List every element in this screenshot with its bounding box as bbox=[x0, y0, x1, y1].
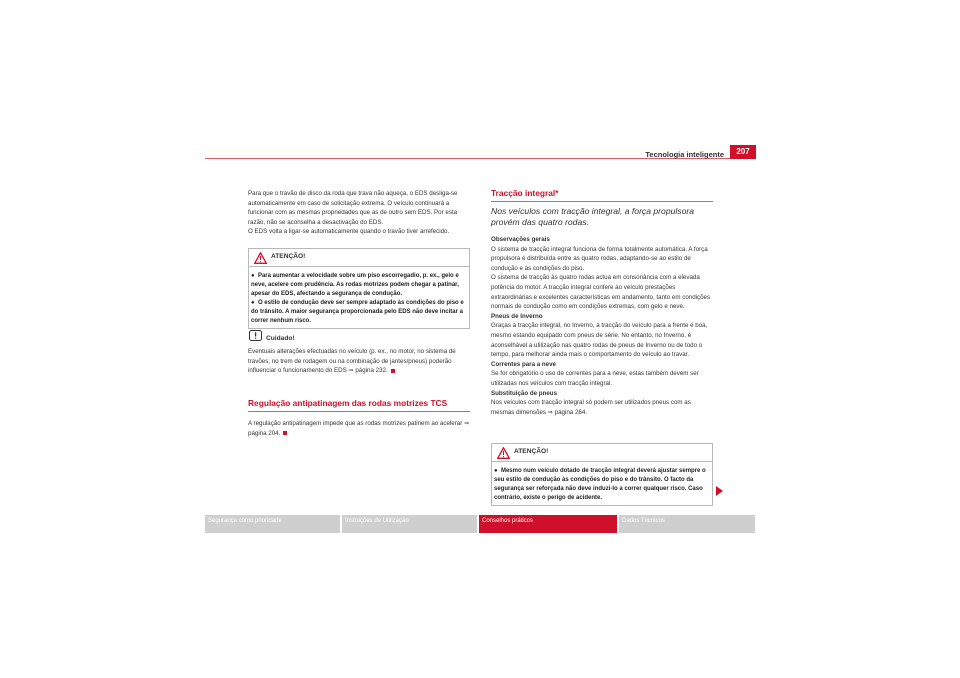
footer-tab-safety[interactable] bbox=[205, 515, 340, 533]
eds-paragraph-1: Para que o travão de disco da roda que trava não aqueça, o EDS desliga-se automaticamente em caso de solicitação extrema. O veículo continuará a funcionar com as mesmas propriedades que as de outro sem EDS. Por esta razão, não se aconselha a desactivação do EDS. bbox=[248, 190, 458, 226]
warning-header bbox=[492, 444, 712, 462]
warning-label: ATENÇÃO! bbox=[514, 448, 549, 455]
tcs-text bbox=[248, 419, 470, 438]
page-number: 207 bbox=[730, 145, 756, 159]
chains-heading: Correntes para a neve bbox=[491, 360, 556, 368]
section-rule bbox=[491, 201, 713, 202]
footer-tab-instructions[interactable] bbox=[342, 515, 477, 533]
awd-section-title: Tracção integral* bbox=[491, 188, 559, 198]
warning-triangle-icon bbox=[497, 447, 510, 459]
warning-item: ● Para aumentar a velocidade sobre um piso escorregadio, p. ex., gelo e neve, acelere com prudência. As rodas motrizes podem chegar a patinar, apesar do EDS, afectando a segurança de condução. bbox=[251, 273, 459, 297]
warning-item-text: O estilo de condução deve ser sempre adaptado às condições do piso e do trânsito. A maior segurança proporcionada pelo EDS não deve incitar a correr nenhum risco. bbox=[251, 300, 464, 324]
warning-box-left bbox=[248, 248, 470, 329]
tyres-heading: Substituição de pneus bbox=[491, 389, 558, 397]
right-column bbox=[491, 188, 713, 417]
general-paragraph-1: O sistema de tracção integral funciona de forma totalmente automática. A força propulsora é distribuída entre as quatro rodas, adaptando-se ao estilo de condução e às condições do piso. bbox=[491, 245, 708, 272]
section-end-marker bbox=[391, 369, 395, 373]
caution-label: Cuidado! bbox=[266, 335, 295, 342]
warning-item-text: Mesmo num veículo dotado de tracção integral deverá ajustar sempre o seu estilo de condução às condições do piso e do trânsito. O facto da segurança ser reforçada não deve induzi-lo a correr qualquer risco. Caso contrário, existe o perigo de acidente. bbox=[494, 468, 706, 501]
winter-paragraph: Graças à tracção integral, no Inverno, a tracção do veículo para a frente é boa, mesmo estando equipado com pneus de série. No entanto, no Inverno, é aconselhável a utilização nas quatro rodas de pneus de Inverno ou de todo o tempo, para melhorar ainda mais o comportamento do veículo ao travar. bbox=[491, 322, 708, 359]
caution-header bbox=[248, 330, 470, 342]
warning-item: ● Mesmo num veículo dotado de tracção integral deverá ajustar sempre o seu estilo de condução às condições do piso e do trânsito. O facto da segurança ser reforçada não deve induzi-lo a correr qualquer risco. Caso contrário, existe o perigo de acidente. bbox=[494, 468, 706, 501]
tcs-text-body: A regulação antipatinagem impede que as rodas motrizes patinem ao acelerar ⇒ página 204. bbox=[248, 420, 470, 437]
awd-subtitle: Nos veículos com tracção integral, a força propulsora provém das quatro rodas. bbox=[491, 206, 695, 227]
warning-box-right bbox=[491, 443, 713, 506]
tyres-paragraph: Nos veículos com tracção integral só podem ser utilizados pneus com as mesmas dimensões ⇒ página 264. bbox=[491, 399, 691, 416]
eds-paragraph-2: O EDS volta a ligar-se automaticamente quando o travão tiver arrefecido. bbox=[248, 228, 450, 236]
footer-tab-label: Instruções de Utilização bbox=[345, 518, 409, 524]
tcs-section-title: Regulação antipatinagem das rodas motrizes TCS bbox=[248, 398, 448, 408]
continue-arrow-icon bbox=[716, 486, 723, 496]
general-heading: Observações gerais bbox=[491, 236, 550, 243]
page-header-title: Tecnologia inteligente bbox=[645, 150, 724, 159]
section-rule bbox=[248, 411, 470, 412]
caution-text-body: Eventuais alterações efectuadas no veículo (p. ex., no motor, no sistema de travões, no trem de rodagem ou na combinação de jantes/pneus) poderão influenciar o funcionamento do EDS ⇒ página 232. bbox=[248, 348, 456, 375]
footer-tab-label: Segurança como prioridade bbox=[208, 518, 282, 524]
footer-tab-label: Conselhos práticos bbox=[482, 518, 534, 524]
warning-triangle-icon bbox=[254, 252, 267, 264]
caution-icon bbox=[249, 330, 262, 341]
warning-item-text: Para aumentar a velocidade sobre um piso escorregadio, p. ex., gelo e neve, acelere com prudência. As rodas motrizes podem chegar a patinar, apesar do EDS, afectando a segurança de condução. bbox=[251, 273, 459, 297]
general-paragraph-2: O sistema de tracção às quatro rodas actua em consonância com a elevada potência do motor. A tracção integral confere ao veículo prestações extraordinárias e excelentes características em andamento, tanto em condições normais de condução como em condições extremas, com gelo e neve. bbox=[491, 274, 711, 311]
caution-text bbox=[248, 347, 470, 376]
warning-item: ● O estilo de condução deve ser sempre adaptado às condições do piso e do trânsito. A maior segurança proporcionada pelo EDS não deve incitar a correr nenhum risco. bbox=[251, 300, 464, 324]
tcs-section bbox=[248, 398, 470, 438]
warning-label: ATENÇÃO! bbox=[271, 253, 306, 260]
warning-header bbox=[249, 249, 469, 267]
left-column bbox=[248, 189, 470, 237]
footer-tab-label: Dados Técnicos bbox=[622, 518, 665, 524]
winter-heading: Pneus de Inverno bbox=[491, 312, 543, 320]
footer-tab-practical-tips[interactable] bbox=[479, 515, 617, 533]
section-end-marker bbox=[283, 431, 287, 435]
chains-paragraph: Se for obrigatório o uso de correntes para a neve, estas também devem ser utilizadas nos veículos com tracção integral. bbox=[491, 370, 699, 387]
footer-tab-technical-data[interactable] bbox=[619, 515, 755, 533]
caution-block bbox=[248, 330, 470, 376]
